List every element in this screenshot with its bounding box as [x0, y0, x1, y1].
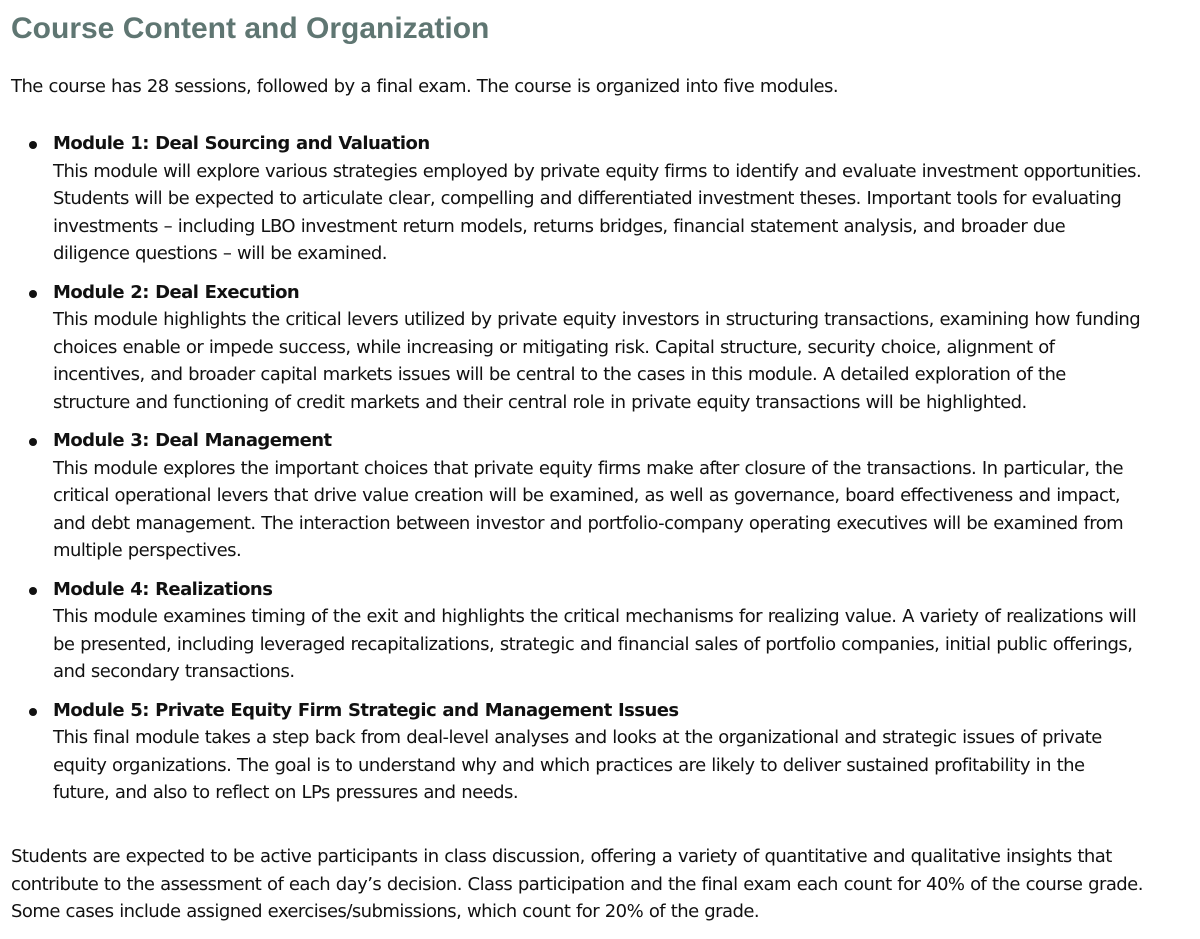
closing-paragraph: Students are expected to be active participants in class discussion, offering a variety of quantitative and qualitative insights that contribute to the assessment of each day’s decision. Class participation and the final exam each count for 40% of the course grade. Some cases include assigned exercises/submissions, which count for 20% of the grade.: [11, 846, 1143, 922]
bullet-icon: [29, 438, 37, 446]
module-title: Module 2: Deal Execution: [53, 281, 300, 303]
list-item-module-2: [11, 279, 1191, 417]
module-title: Module 5: Private Equity Firm Strategic and Management Issues: [53, 699, 679, 721]
intro-paragraph: The course has 28 sessions, followed by a final exam. The course is organized into five modules.: [11, 76, 839, 97]
module-title: Module 1: Deal Sourcing and Valuation: [53, 133, 430, 154]
module-description: This module will explore various strategies employed by private equity firms to identify and evaluate investment opportunities. Students will be expected to articulate clear, compelling and differentiated investment theses. Important tools for evaluating investments – including LBO investment return models, returns bridges, financial statement analysis, and broader due diligence questions – will be examined.: [53, 160, 1142, 264]
bullet-icon: [29, 290, 37, 298]
bullet-icon: [29, 587, 37, 595]
page-title: Course Content and Organization: [11, 12, 490, 45]
list-item-module-5: [11, 697, 1191, 807]
module-list: [11, 130, 1191, 818]
list-item-module-1: [11, 130, 1191, 268]
module-description: This final module takes a step back from deal-level analyses and looks at the organizational and strategic issues of private equity organizations. The goal is to understand why and which practices are likely to deliver sustained profitability in the future, and also to reflect on LPs pressures and needs.: [53, 727, 1102, 803]
module-description: This module highlights the critical levers utilized by private equity investors in structuring transactions, examining how funding choices enable or impede success, while increasing or mitigating risk. Capital structure, security choice, alignment of incentives, and broader capital markets issues will be central to the cases in this module. A detailed exploration of the structure and functioning of credit markets and their central role in private equity transactions will be highlighted.: [53, 309, 1141, 413]
module-title: Module 4: Realizations: [53, 578, 273, 600]
list-item-module-4: [11, 576, 1191, 686]
bullet-icon: [29, 708, 37, 716]
list-item-module-3: [11, 427, 1191, 565]
module-description: This module examines timing of the exit and highlights the critical mechanisms for realizing value. A variety of realizations will be presented, including leveraged recapitalizations, strategic and financial sales of portfolio companies, initial public offerings, and secondary transactions.: [53, 606, 1137, 682]
bullet-icon: [29, 141, 37, 149]
module-description: This module explores the important choices that private equity firms make after closure of the transactions. In particular, the critical operational levers that drive value creation will be examined, as well as governance, board effectiveness and impact, and debt management. The interaction between investor and portfolio-company operating executives will be examined from multiple perspectives.: [53, 457, 1124, 561]
module-title: Module 3: Deal Management: [53, 430, 332, 451]
